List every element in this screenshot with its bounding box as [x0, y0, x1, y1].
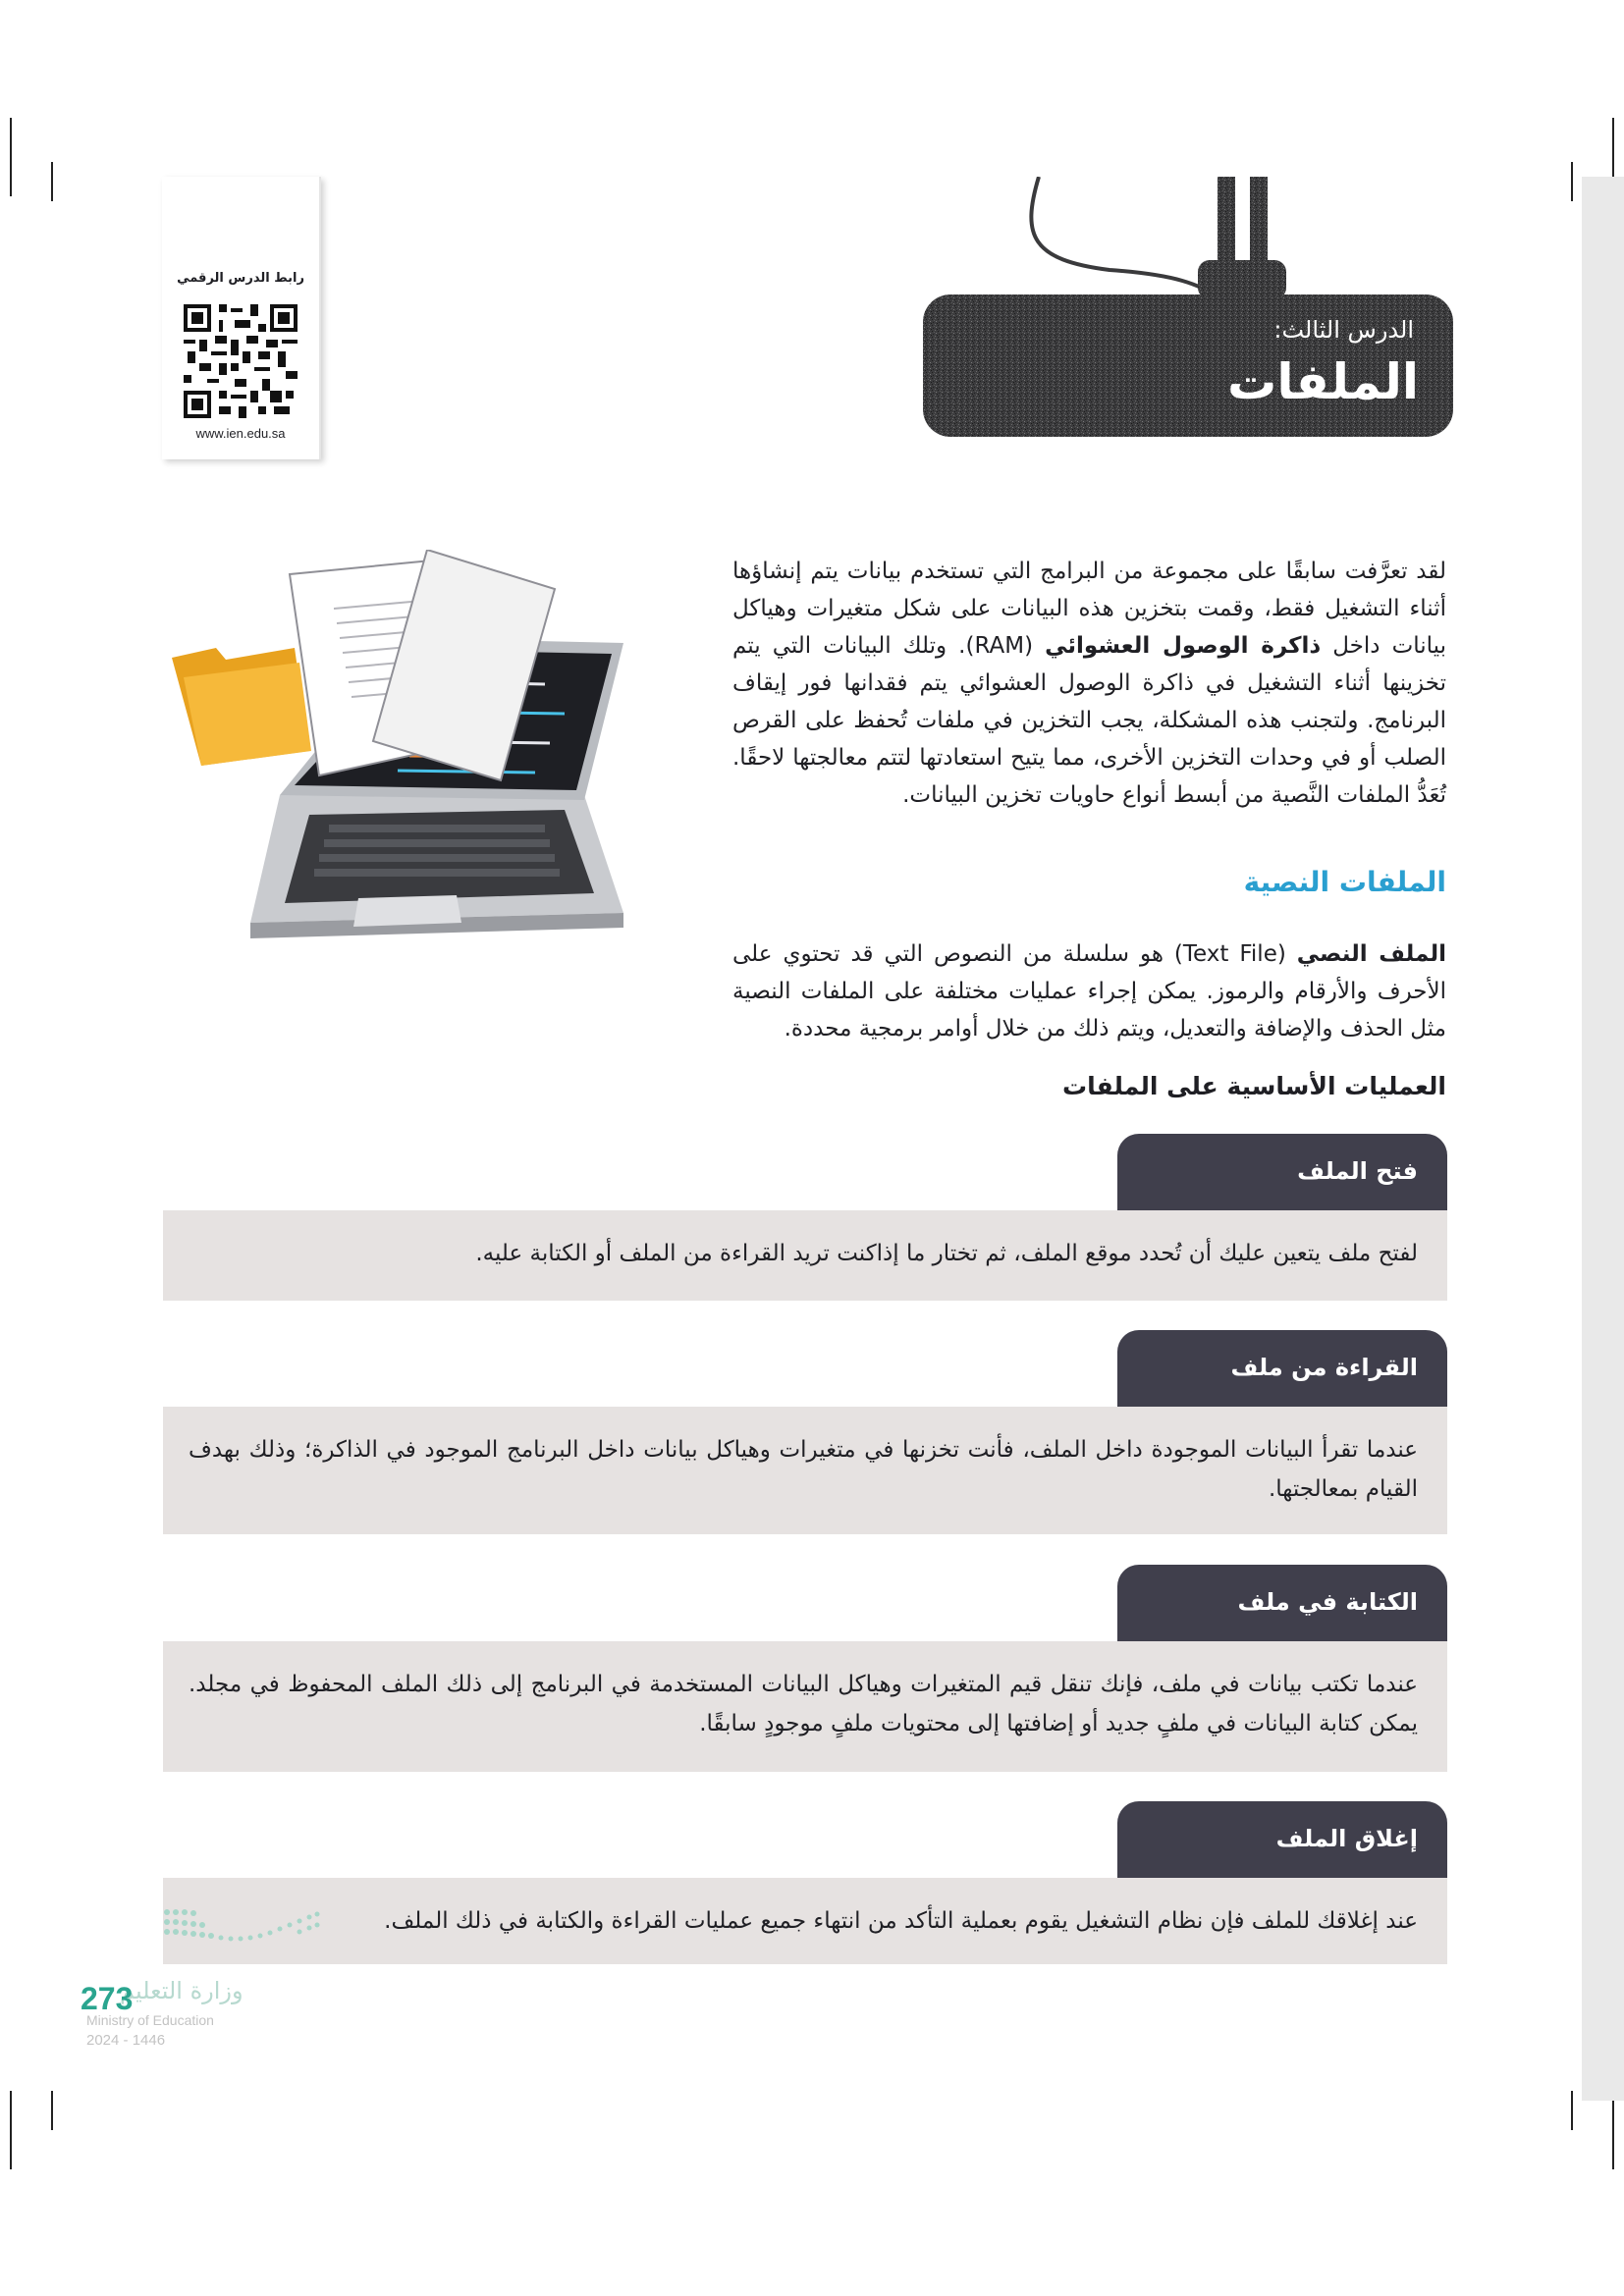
crop-mark [10, 2091, 12, 2169]
operation-title: الكتابة في ملف [1237, 1588, 1418, 1616]
operation-card-write [163, 1641, 1447, 1772]
crop-mark [51, 162, 53, 201]
operation-text: عندما تكتب بيانات في ملف، فإنك تنقل قيم المتغيرات وهياكل البيانات المستخدمة في البرنامج إلى ذلك الملف المحفوظ في مجلد. يمكن كتابة البيانات في ملفٍ جديد أو إضافتها إلى محتويات ملفٍ موجودٍ سابقًا. [189, 1672, 1418, 1736]
operation-text: عندما تقرأ البيانات الموجودة داخل الملف، فأنت تخزنها في متغيرات وهياكل بيانات داخل البرنامج الموجود في الذاكرة؛ وذلك بهدف القيام بمعالجتها. [189, 1437, 1418, 1502]
operation-title: القراءة من ملف [1230, 1354, 1418, 1381]
qr-card[interactable] [162, 177, 321, 459]
lesson-label: الدرس الثالث: [1273, 316, 1414, 344]
qr-label: رابط الدرس الرقمي [177, 271, 304, 286]
text-file-definition: (Text File) هو سلسلة من النصوص التي قد تحتوي على الأحرف والأرقام والرموز. يمكن إجراء عمليات مختلفة على الملفات النصية مثل الحذف والإضافة والتعديل، ويتم ذلك من خلال أوامر برمجية محددة. [732, 941, 1446, 1041]
operation-text: لفتح ملف يتعين عليك أن تُحدد موقع الملف، ثم تختار ما إذاكنت تريد القراءة من الملف أو الكتابة عليه. [475, 1241, 1418, 1266]
page-number: 273 [81, 1981, 134, 2016]
operation-title: فتح الملف [1297, 1157, 1418, 1185]
edition-year: 2024 - 1446 [86, 2032, 166, 2049]
text-file-paragraph [732, 935, 1446, 1047]
crop-mark [10, 118, 12, 196]
ministry-name-english: Ministry of Education [86, 2012, 214, 2028]
operation-text: عند إغلاقك للملف فإن نظام التشغيل يقوم بعملية التأكد من انتهاء جميع عمليات القراءة والكتابة في ذلك الملف. [384, 1908, 1418, 1934]
lesson-header-banner [923, 177, 1453, 452]
laptop-files-illustration [162, 550, 663, 991]
intro-text-part1: لقد تعرَّفت سابقًا على مجموعة من البرامج التي تستخدم بيانات يتم إنشاؤها أثناء التشغيل فقط، وقمت بتخزين هذه البيانات على شكل متغيرات وهياكل بيانات داخل [732, 559, 1446, 659]
operations-heading: العمليات الأساسية على الملفات [1062, 1072, 1446, 1100]
qr-url[interactable]: www.ien.edu.sa [195, 426, 286, 441]
operation-card-open [163, 1210, 1447, 1301]
operation-tab-open [1117, 1134, 1447, 1210]
crop-mark [51, 2091, 53, 2130]
lesson-title: الملفات [1227, 353, 1419, 410]
ministry-name-arabic: وزارة التعليم [120, 1977, 244, 2004]
intro-paragraph [732, 553, 1446, 814]
operation-card-read [163, 1407, 1447, 1534]
operation-tab-read [1117, 1330, 1447, 1407]
operation-tab-close [1117, 1801, 1447, 1878]
text-file-bold-term: الملف النصي [1296, 941, 1446, 967]
crop-mark [1571, 162, 1573, 201]
ministry-logo-dots-icon [162, 1904, 324, 1953]
operation-title: إغلاق الملف [1275, 1825, 1418, 1852]
section-heading-text-files: الملفات النصية [1243, 866, 1446, 898]
crop-mark [1612, 2091, 1614, 2169]
intro-text-part2: (RAM). وتلك البيانات التي يتم تخزينها أثناء التشغيل في ذاكرة الوصول العشوائي يتم فقدانها فور إيقاف البرنامج. ولتجنب هذه المشكلة، يجب التخزين في ملفات تُحفظ على القرص الصلب أو في وحدات التخزين الأخرى، مما يتيح استعادتها لتتم معالجتها لاحقًا. تُعَدُّ الملفات النَّصية من أبسط أنواع حاويات تخزين البيانات. [732, 633, 1446, 808]
intro-bold-term: ذاكرة الوصول العشوائي [1045, 633, 1322, 659]
operation-tab-write [1117, 1565, 1447, 1641]
operation-card-close [163, 1878, 1447, 1964]
crop-mark [1571, 2091, 1573, 2130]
page-edge-strip [1582, 177, 1624, 2101]
qr-code-icon[interactable] [184, 304, 298, 418]
